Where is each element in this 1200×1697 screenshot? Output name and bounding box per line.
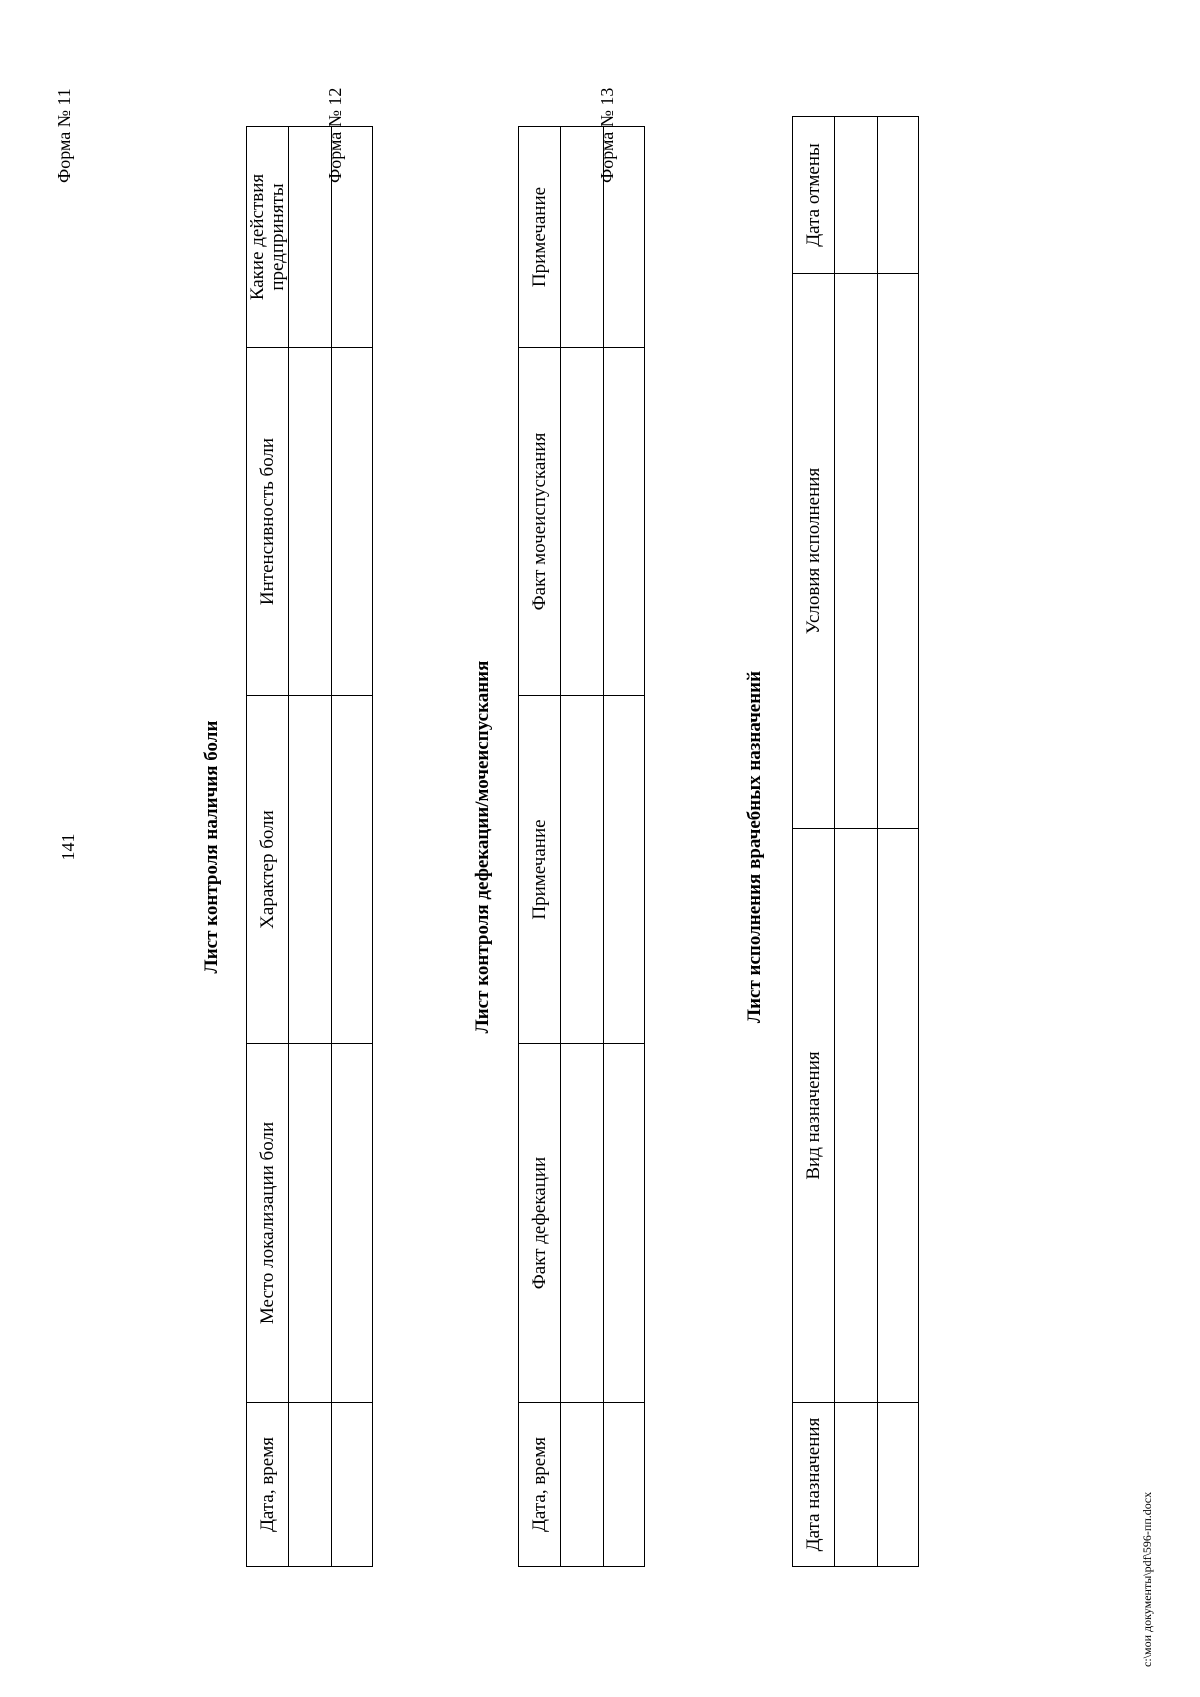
table-cell <box>835 1403 878 1567</box>
table-cell <box>289 1403 332 1567</box>
table-cell <box>561 696 604 1044</box>
column-header: Дата, время <box>519 1403 561 1567</box>
column-header: Дата, время <box>247 1403 289 1567</box>
footer-file-path: c:\мои документы\pdf\596-пп.docx <box>1140 1491 1154 1667</box>
table-cell <box>332 696 373 1044</box>
table-header-row <box>793 117 835 1567</box>
table-row <box>878 117 919 1567</box>
column-header: Примечание <box>519 696 561 1044</box>
table-cell <box>835 117 878 274</box>
column-header: Примечание <box>519 127 561 348</box>
table-cell <box>604 696 645 1044</box>
table-cell <box>604 348 645 696</box>
table-header-row <box>519 127 561 1567</box>
form-11-table <box>246 126 373 1567</box>
column-header: Место локализации боли <box>247 1044 289 1403</box>
table-header-row <box>247 127 289 1567</box>
form-12-label: Форма № 12 <box>325 87 345 183</box>
table-cell <box>604 1044 645 1403</box>
table-cell <box>289 1044 332 1403</box>
form-12-title: Лист контроля дефекации/мочеиспускания <box>472 660 493 1034</box>
table-cell <box>604 1403 645 1567</box>
table-cell <box>332 348 373 696</box>
table-cell <box>561 348 604 696</box>
form-11-label: Форма № 11 <box>54 88 74 183</box>
table-cell <box>332 1403 373 1567</box>
table-cell <box>561 1044 604 1403</box>
table-row <box>835 117 878 1567</box>
table-cell <box>878 1403 919 1567</box>
table-cell <box>878 117 919 274</box>
table-cell <box>878 274 919 829</box>
column-header: Дата назначения <box>793 1403 835 1567</box>
table-cell <box>332 1044 373 1403</box>
form-13-table <box>792 116 919 1567</box>
table-cell <box>289 696 332 1044</box>
column-header: Вид назначения <box>793 829 835 1403</box>
form-13-title: Лист исполнения врачебных назначений <box>744 670 765 1024</box>
form-11-title: Лист контроля наличия боли <box>201 720 222 974</box>
page-number: 141 <box>58 833 78 861</box>
table-row <box>561 127 604 1567</box>
column-header: Характер боли <box>247 696 289 1044</box>
table-cell <box>561 1403 604 1567</box>
table-cell <box>835 274 878 829</box>
form-12-table <box>518 126 645 1567</box>
column-header: Факт дефекации <box>519 1044 561 1403</box>
column-header: Факт мочеиспускания <box>519 348 561 696</box>
column-header: Условия исполнения <box>793 274 835 829</box>
table-row <box>604 127 645 1567</box>
column-header: Дата отмены <box>793 117 835 274</box>
table-cell <box>289 348 332 696</box>
table-cell <box>878 829 919 1403</box>
table-cell <box>835 829 878 1403</box>
table-row <box>332 127 373 1567</box>
column-header: Интенсивность боли <box>247 348 289 696</box>
table-row <box>289 127 332 1567</box>
column-header: Какие действия предприняты <box>247 127 289 348</box>
form-13-label: Форма № 13 <box>597 87 617 183</box>
